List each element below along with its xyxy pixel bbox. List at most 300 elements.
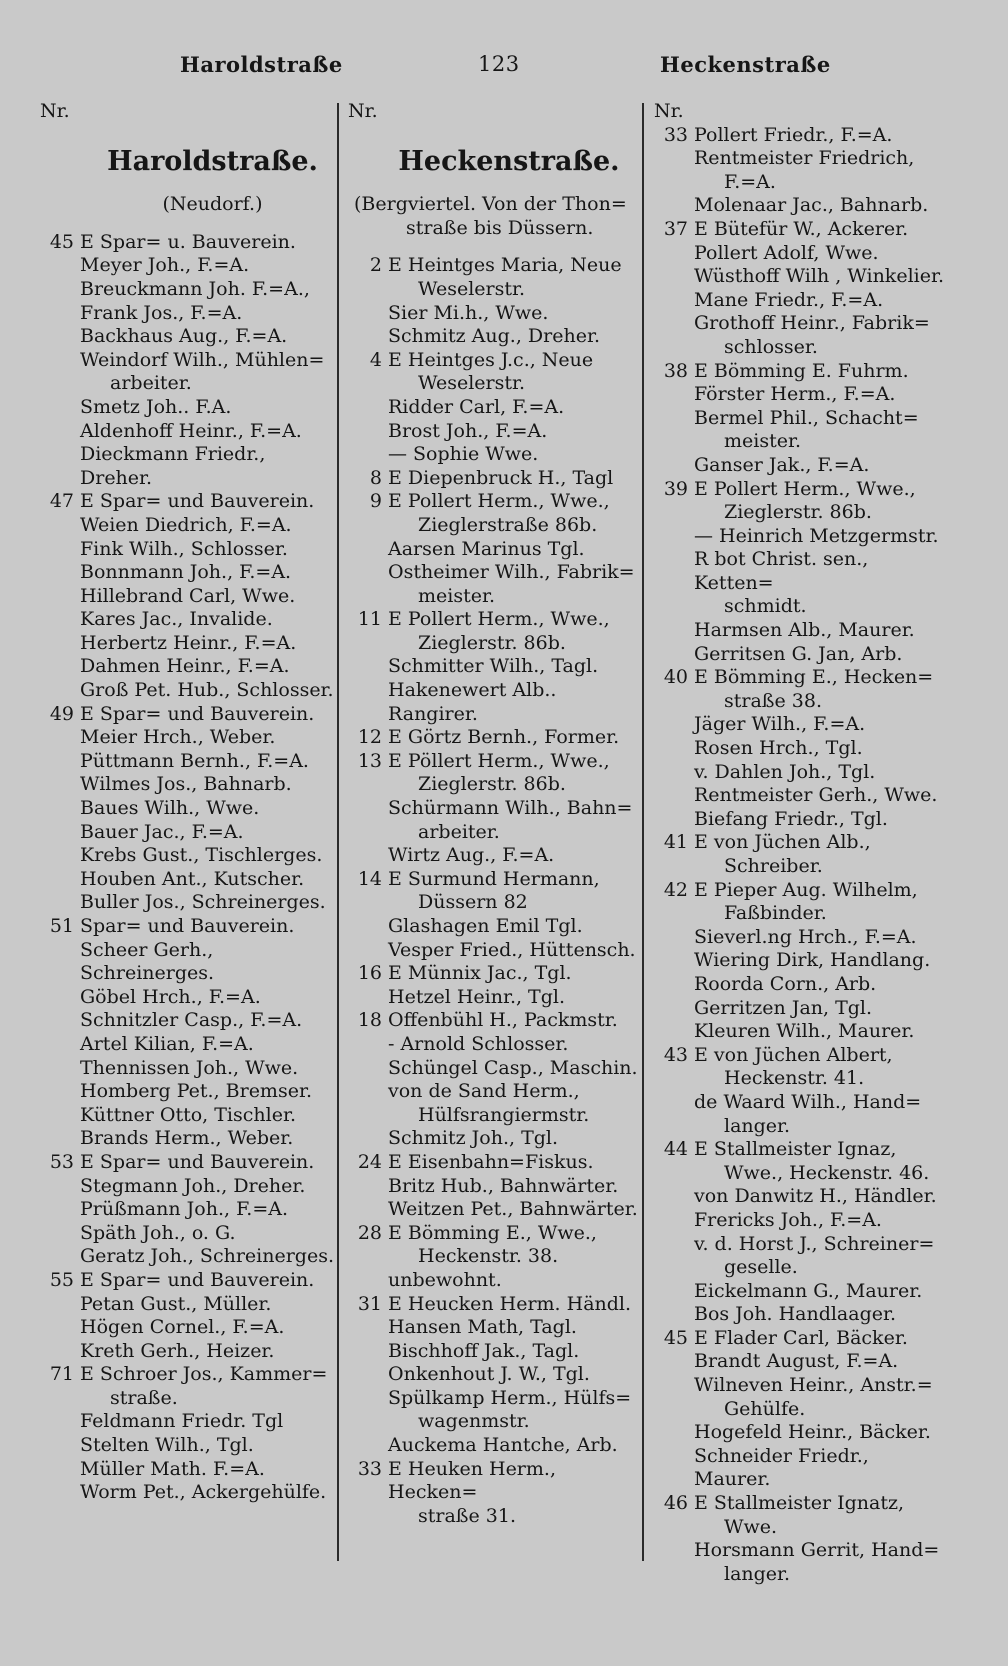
resident-line: Gerritsen G. Jan, Arb. <box>694 642 903 665</box>
resident-text <box>694 973 948 997</box>
resident-line: Buller Jos., Schreinerges. <box>80 891 326 914</box>
resident-text <box>80 726 335 750</box>
resident-text <box>80 1269 335 1293</box>
resident-text <box>388 915 640 939</box>
resident-line: Späth Joh., o. G. <box>80 1221 236 1244</box>
resident-text <box>80 655 335 679</box>
directory-entry <box>40 1434 335 1458</box>
resident-text <box>80 1434 335 1458</box>
resident-line: Schmitz Aug., Dreher. <box>388 325 600 348</box>
resident-line: Pollert Adolf, Wwe. <box>694 241 879 264</box>
resident-text <box>388 1080 640 1127</box>
house-number <box>654 949 694 973</box>
resident-line: straße 38. <box>724 689 822 712</box>
directory-entry <box>654 619 948 643</box>
directory-entry <box>40 1340 335 1364</box>
directory-entry <box>40 915 335 939</box>
house-number: 16 <box>357 962 382 985</box>
directory-entry <box>348 797 640 844</box>
resident-line: E Spar= u. Bauverein. <box>80 230 296 253</box>
house-number <box>348 679 388 726</box>
house-number <box>348 1057 388 1081</box>
resident-text <box>80 1104 335 1128</box>
resident-text <box>80 1057 335 1081</box>
resident-text <box>694 1138 948 1185</box>
directory-entry <box>40 1222 335 1246</box>
resident-line: Bos Joh. Handlaager. <box>694 1303 897 1326</box>
resident-line: Houben Ant., Kutscher. <box>80 867 305 890</box>
directory-entry <box>40 231 335 255</box>
resident-text <box>694 1209 948 1233</box>
directory-entry <box>348 1434 640 1458</box>
resident-line: von Danwitz H., Händler. <box>694 1185 937 1208</box>
resident-line: Spar= und Bauverein. <box>80 915 295 937</box>
entry-list <box>654 124 948 1587</box>
directory-entry <box>654 1539 948 1586</box>
house-number <box>348 797 388 844</box>
house-number <box>348 844 388 868</box>
house-number: 45 <box>49 230 74 253</box>
directory-entry <box>40 821 335 845</box>
resident-line: E Pieper Aug. Wilhelm, <box>694 878 918 901</box>
resident-text <box>388 986 640 1010</box>
nr-label: Nr. <box>40 100 70 122</box>
resident-line: Högen Cornel., F.=A. <box>80 1316 285 1339</box>
directory-entry <box>654 407 948 454</box>
resident-text <box>80 797 335 821</box>
directory-entry <box>40 514 335 538</box>
house-number <box>40 1080 80 1104</box>
house-number <box>348 1033 388 1057</box>
resident-line: Bermel Phil., Schacht= <box>694 406 919 429</box>
house-number <box>654 265 694 289</box>
resident-text <box>694 1044 948 1091</box>
house-number: 53 <box>49 1150 74 1173</box>
directory-entry <box>40 254 335 278</box>
directory-entry <box>40 726 335 750</box>
resident-line: Püttmann Bernh., F.=A. <box>80 749 309 772</box>
directory-entry <box>348 1127 640 1151</box>
house-number <box>40 868 80 892</box>
directory-entry <box>654 1185 948 1209</box>
house-number: 4 <box>369 348 382 371</box>
house-number: 71 <box>49 1363 74 1386</box>
resident-line: Weindorf Wilh., Mühlen= <box>80 348 325 371</box>
resident-line: Hillebrand Carl, Wwe. <box>80 584 296 607</box>
resident-line: Mane Friedr., F.=A. <box>694 288 884 311</box>
resident-text <box>80 891 335 915</box>
resident-text <box>388 1316 640 1340</box>
house-number <box>348 1198 388 1222</box>
resident-line: Roorda Corn., Arb. <box>694 972 877 995</box>
resident-line: Molenaar Jac., Bahnarb. <box>694 194 929 217</box>
house-number <box>654 289 694 313</box>
directory-entry <box>40 632 335 656</box>
resident-text <box>388 254 640 301</box>
resident-line: Zieglerstr. 86b. <box>418 773 566 796</box>
resident-line: Meier Hrch., Weber. <box>80 726 276 749</box>
resident-line: Herbertz Heinr., F.=A. <box>80 631 297 654</box>
resident-text <box>694 1091 948 1138</box>
resident-line: E Bömming E., Wwe., <box>388 1221 597 1244</box>
resident-text <box>694 1020 948 1044</box>
resident-line: E Bütefür W., Ackerer. <box>694 217 909 240</box>
resident-line: meister. <box>724 430 802 453</box>
resident-line: E Pollert Herm., Wwe., <box>388 490 610 513</box>
resident-text <box>80 1222 335 1246</box>
section-note <box>348 193 640 240</box>
resident-line: E Bömming E., Hecken= <box>694 666 934 689</box>
directory-entry <box>348 561 640 608</box>
house-number: 12 <box>357 726 382 749</box>
directory-entry <box>654 1421 948 1445</box>
resident-line: Zieglerstraße 86b. <box>418 513 598 536</box>
resident-line: Kreth Gerh., Heizer. <box>80 1339 275 1362</box>
house-number <box>40 797 80 821</box>
house-number <box>40 844 80 868</box>
directory-entry <box>348 1222 640 1269</box>
house-number <box>40 1057 80 1081</box>
directory-entry <box>654 265 948 289</box>
house-number <box>348 915 388 939</box>
house-number <box>40 750 80 774</box>
resident-text <box>388 1127 640 1151</box>
resident-text <box>694 737 948 761</box>
resident-text <box>80 1340 335 1364</box>
resident-line: - Arnold Schlosser. <box>388 1032 569 1055</box>
resident-line: straße. <box>110 1386 178 1409</box>
directory-entry <box>40 1033 335 1057</box>
house-number <box>654 194 694 218</box>
directory-entry <box>348 1363 640 1387</box>
resident-text <box>80 821 335 845</box>
resident-line: E Pöllert Herm., Wwe., <box>388 749 610 772</box>
house-number <box>40 514 80 538</box>
house-number <box>40 1410 80 1434</box>
resident-text <box>694 1445 948 1492</box>
resident-text <box>694 1280 948 1304</box>
resident-line: Weitzen Pet., Bahnwärter. <box>388 1198 638 1221</box>
resident-text <box>694 1539 948 1586</box>
resident-text <box>80 1175 335 1199</box>
house-number: 47 <box>49 490 74 513</box>
directory-entry <box>654 1350 948 1374</box>
entry-list <box>348 254 640 1528</box>
resident-text <box>694 1374 948 1421</box>
directory-entry <box>654 784 948 808</box>
resident-line: Feldmann Friedr. Tgl <box>80 1410 284 1433</box>
resident-text <box>80 1458 335 1482</box>
house-number <box>348 325 388 349</box>
house-number <box>40 254 80 278</box>
resident-line: Dieckmann Friedr., Dreher. <box>80 443 266 489</box>
resident-line: Faßbinder. <box>724 902 827 925</box>
resident-line: Hakenewert Alb.. Rangirer. <box>388 679 557 725</box>
house-number <box>40 1316 80 1340</box>
house-number <box>40 396 80 420</box>
resident-line: Harmsen Alb., Maurer. <box>694 619 915 642</box>
house-number: 43 <box>663 1043 688 1066</box>
directory-entry <box>654 1327 948 1351</box>
house-number <box>348 538 388 562</box>
directory-entry <box>654 1374 948 1421</box>
resident-text <box>80 773 335 797</box>
resident-line: Wwe. <box>724 1515 778 1538</box>
resident-line: Prüßmann Joh., F.=A. <box>80 1198 289 1221</box>
resident-text <box>80 679 335 703</box>
resident-text <box>80 1151 335 1175</box>
directory-entry <box>348 1458 640 1529</box>
house-number <box>654 147 694 194</box>
directory-entry <box>654 1138 948 1185</box>
resident-text <box>694 454 948 478</box>
directory-entry <box>348 1009 640 1033</box>
resident-line: Ostheimer Wilh., Fabrik= <box>388 561 635 584</box>
resident-line: Schmitter Wilh., Tagl. <box>388 655 599 678</box>
house-number <box>348 1269 388 1293</box>
directory-entry <box>348 467 640 491</box>
resident-text <box>694 242 948 266</box>
house-number <box>654 643 694 667</box>
house-number: 40 <box>663 666 688 689</box>
house-number: 55 <box>49 1268 74 1291</box>
column-divider <box>337 103 339 1561</box>
directory-entry <box>348 443 640 467</box>
resident-line: E Bömming E. Fuhrm. <box>694 359 909 382</box>
house-number <box>40 302 80 326</box>
resident-line: E Surmund Hermann, <box>388 867 600 890</box>
house-number <box>40 655 80 679</box>
directory-entry <box>348 962 640 986</box>
directory-entry <box>654 1233 948 1280</box>
directory-entry <box>654 1445 948 1492</box>
directory-entry <box>40 561 335 585</box>
resident-text <box>388 1293 640 1317</box>
house-number <box>348 1175 388 1199</box>
house-number <box>348 1363 388 1387</box>
house-number <box>40 1434 80 1458</box>
resident-text <box>388 443 640 467</box>
resident-line: E Spar= und Bauverein. <box>80 702 315 725</box>
house-number <box>654 1350 694 1374</box>
directory-entry <box>348 608 640 655</box>
resident-text <box>388 396 640 420</box>
directory-entry <box>348 1293 640 1317</box>
house-number <box>40 679 80 703</box>
resident-text <box>388 1363 640 1387</box>
house-number <box>40 1175 80 1199</box>
resident-line: Artel Kilian, F.=A. <box>80 1032 254 1055</box>
directory-entry <box>348 1198 640 1222</box>
entry-list <box>40 231 335 1505</box>
house-number <box>40 986 80 1010</box>
directory-entry <box>654 997 948 1021</box>
house-number: 38 <box>663 359 688 382</box>
running-head-left: Haroldstraße <box>180 52 343 77</box>
directory-entry <box>654 1020 948 1044</box>
directory-entry <box>654 289 948 313</box>
resident-text <box>694 926 948 950</box>
resident-text <box>694 1492 948 1539</box>
resident-text <box>694 949 948 973</box>
directory-entry <box>40 349 335 396</box>
directory-entry <box>654 666 948 713</box>
resident-line: Spülkamp Herm., Hülfs= <box>388 1386 632 1409</box>
directory-entry <box>654 1303 948 1327</box>
house-number <box>654 1280 694 1304</box>
house-number <box>348 420 388 444</box>
house-number <box>40 939 80 986</box>
column-divider <box>642 103 644 1561</box>
resident-text <box>80 915 335 939</box>
resident-line: arbeiter. <box>418 820 500 843</box>
house-number <box>654 1091 694 1138</box>
resident-line: von de Sand Herm., <box>388 1080 580 1103</box>
directory-entry <box>654 312 948 359</box>
directory-entry <box>40 1363 335 1410</box>
directory-entry <box>40 1269 335 1293</box>
directory-entry <box>40 302 335 326</box>
directory-entry <box>654 879 948 926</box>
resident-line: Rosen Hrch., Tgl. <box>694 737 863 760</box>
resident-text <box>80 939 335 986</box>
directory-entry <box>40 490 335 514</box>
directory-entry <box>654 643 948 667</box>
resident-text <box>388 1151 640 1175</box>
resident-line: Schneider Friedr., Maurer. <box>694 1444 869 1491</box>
resident-line: Bauer Jac., F.=A. <box>80 820 244 843</box>
house-number: 46 <box>663 1492 688 1515</box>
resident-text <box>694 194 948 218</box>
resident-text <box>388 844 640 868</box>
directory-entry <box>348 1175 640 1199</box>
house-number <box>40 561 80 585</box>
resident-line: Homberg Pet., Bremser. <box>80 1080 312 1103</box>
house-number: 41 <box>663 831 688 854</box>
resident-line: Frericks Joh., F.=A. <box>694 1208 882 1231</box>
house-number <box>40 1481 80 1505</box>
resident-line: E Eisenbahn=Fiskus. <box>388 1150 594 1173</box>
resident-line: Schnitzler Casp., F.=A. <box>80 1009 303 1032</box>
resident-text <box>388 1434 640 1458</box>
resident-text <box>388 1269 640 1293</box>
resident-text <box>80 490 335 514</box>
house-number: 51 <box>49 915 74 937</box>
resident-line: E Diepenbruck H., Tagl <box>388 466 614 489</box>
house-number <box>348 302 388 326</box>
directory-entry <box>654 808 948 832</box>
house-number: 18 <box>357 1009 382 1032</box>
directory-entry <box>348 1057 640 1081</box>
resident-text <box>388 1387 640 1434</box>
directory-entry <box>40 1057 335 1081</box>
resident-text <box>388 467 640 491</box>
resident-text <box>694 383 948 407</box>
resident-text <box>694 525 948 549</box>
resident-text <box>694 808 948 832</box>
resident-line: schmidt. <box>724 595 807 618</box>
resident-line: E Görtz Bernh., Former. <box>388 726 620 749</box>
house-number <box>40 1127 80 1151</box>
resident-line: Sier Mi.h., Wwe. <box>388 301 549 324</box>
resident-line: Smetz Joh.. F.A. <box>80 395 232 418</box>
house-number <box>348 1127 388 1151</box>
house-number: 8 <box>369 466 382 489</box>
directory-entry <box>40 608 335 632</box>
resident-line: — Sophie Wwe. <box>388 443 539 466</box>
resident-text <box>388 349 640 396</box>
resident-text <box>388 868 640 915</box>
resident-text <box>694 218 948 242</box>
resident-line: Schreiber. <box>724 855 823 877</box>
directory-entry <box>654 454 948 478</box>
resident-line: Gehülfe. <box>724 1397 806 1420</box>
house-number <box>654 784 694 808</box>
resident-line: Müller Math. F.=A. <box>80 1457 265 1480</box>
resident-text <box>80 420 335 444</box>
resident-line: Brandt August, F.=A. <box>694 1350 899 1373</box>
resident-line: E Pollert Herm., Wwe., <box>388 608 610 631</box>
house-number <box>40 1340 80 1364</box>
resident-text <box>80 396 335 420</box>
resident-text <box>694 784 948 808</box>
resident-line: E Flader Carl, Bäcker. <box>694 1326 908 1349</box>
directory-entry <box>40 1104 335 1128</box>
resident-line: E von Jüchen Alb., <box>694 831 871 854</box>
resident-line: E Heintges Maria, Neue <box>388 254 622 277</box>
resident-text <box>80 1363 335 1410</box>
resident-text <box>80 302 335 326</box>
directory-entry <box>654 737 948 761</box>
directory-entry <box>40 278 335 302</box>
resident-text <box>694 1350 948 1374</box>
house-number <box>654 525 694 549</box>
directory-entry <box>654 194 948 218</box>
directory-entry <box>348 325 640 349</box>
resident-text <box>80 1410 335 1434</box>
directory-entry <box>348 868 640 915</box>
house-number: 11 <box>357 608 382 631</box>
resident-line: Wirtz Aug., F.=A. <box>388 844 555 867</box>
resident-line: Kares Jac., Invalide. <box>80 608 273 631</box>
house-number <box>654 761 694 785</box>
house-number <box>348 396 388 420</box>
house-number: 9 <box>369 490 382 513</box>
directory-entry <box>654 525 948 549</box>
resident-text <box>388 1033 640 1057</box>
directory-entry <box>654 926 948 950</box>
resident-line: Wüsthoff Wilh , Winkelier. <box>694 265 944 288</box>
resident-text <box>694 407 948 454</box>
house-number: 28 <box>357 1221 382 1244</box>
resident-text <box>80 1033 335 1057</box>
directory-entry <box>654 949 948 973</box>
resident-line: Gerritzen Jan, Tgl. <box>694 996 873 1019</box>
house-number <box>654 619 694 643</box>
resident-line: E Heuken Herm., Hecken= <box>388 1457 556 1504</box>
resident-text <box>694 147 948 194</box>
resident-text <box>388 1340 640 1364</box>
house-number <box>40 821 80 845</box>
resident-line: Thennissen Joh., Wwe. <box>80 1056 299 1079</box>
directory-entry <box>40 655 335 679</box>
resident-text <box>694 713 948 737</box>
directory-entry <box>348 915 640 939</box>
column-2 <box>348 100 640 1528</box>
resident-line: Weselerstr. <box>418 372 526 395</box>
resident-line: E Heintges J.c., Neue <box>388 348 594 371</box>
resident-line: E Stallmeister Ignatz, <box>694 1492 905 1515</box>
